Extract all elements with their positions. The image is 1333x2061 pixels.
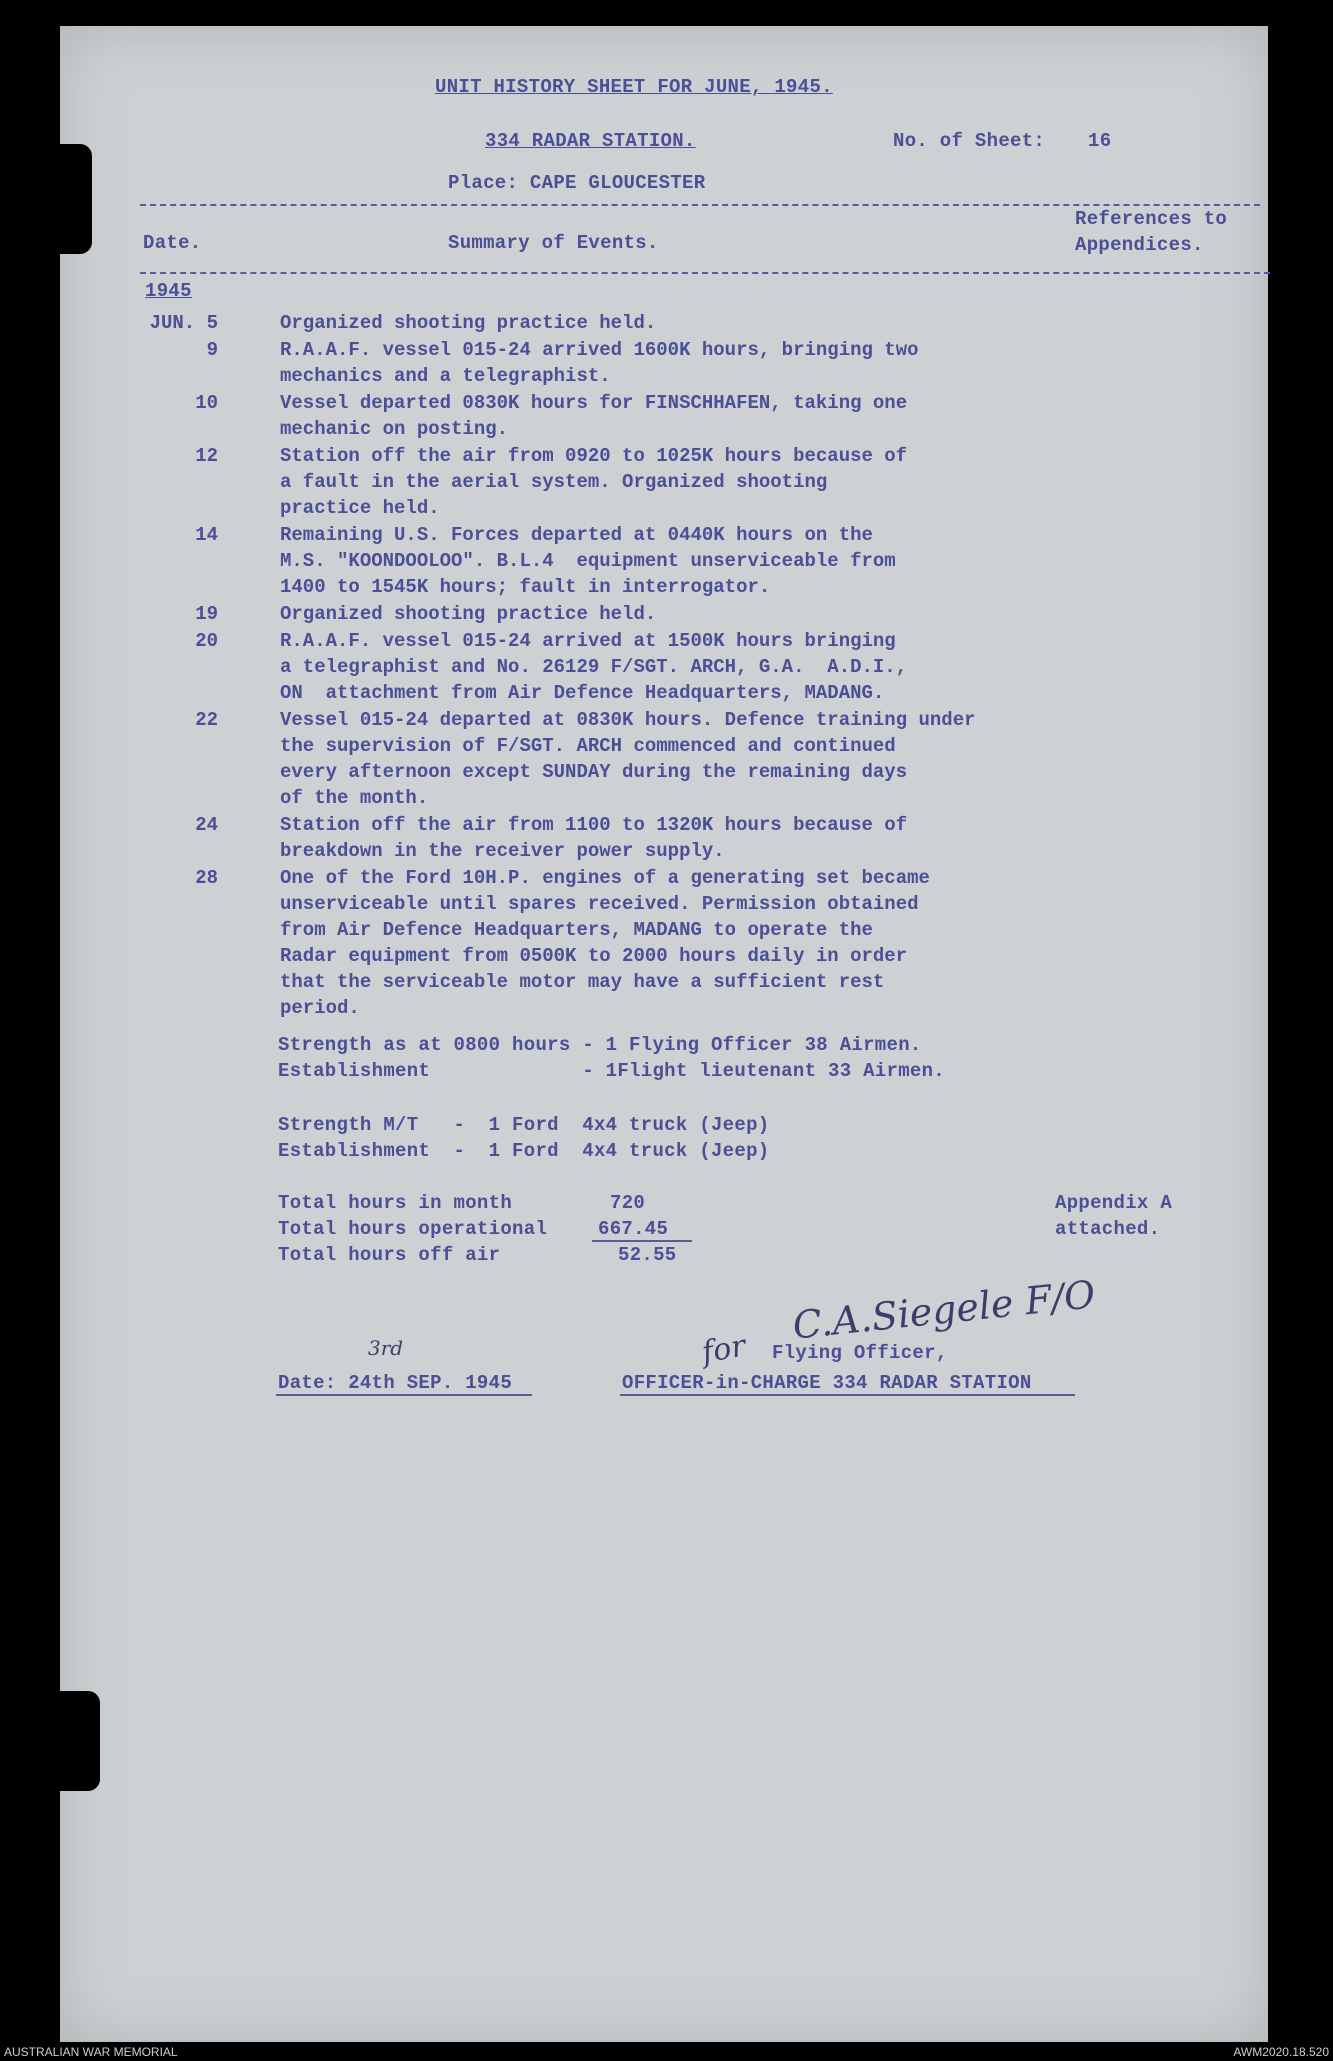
entry-line: Station off the air from 0920 to 1025K hours because of (280, 445, 908, 467)
entry-line: Organized shooting practice held. (280, 312, 657, 334)
entry-date: 24 (195, 814, 218, 836)
footer-right: AWM2020.18.520 (1233, 2045, 1329, 2059)
total-month-value: 720 (610, 1192, 646, 1214)
date-underline (276, 1394, 532, 1396)
entry-line: of the month. (280, 787, 429, 809)
header-rule-top (140, 204, 1260, 206)
entry-line: every afternoon except SUNDAY during the remaining days (280, 761, 908, 783)
column-refs-2: Appendices. (1075, 234, 1204, 256)
entry-line: that the serviceable motor may have a sufficient rest (280, 971, 885, 993)
entry-line: One of the Ford 10H.P. engines of a generating set became (280, 867, 930, 889)
punch-hole-bottom (40, 1691, 100, 1791)
entry-line: a fault in the aerial system. Organized shooting (280, 471, 828, 493)
appendix-line-1: Appendix A (1055, 1192, 1173, 1214)
total-operational-label: Total hours operational (278, 1218, 548, 1240)
entry-line: from Air Defence Headquarters, MADANG to operate the (280, 919, 873, 941)
footer-left: AUSTRALIAN WAR MEMORIAL (4, 2045, 178, 2059)
totals-underline (592, 1240, 692, 1242)
total-operational-value: 667.45 (598, 1218, 669, 1240)
archive-footer (0, 2041, 1333, 2061)
entry-date: 9 (206, 339, 218, 361)
transport-line-1: Strength M/T - 1 Ford 4x4 truck (Jeep) (278, 1114, 770, 1136)
entry-line: practice held. (280, 497, 440, 519)
entry-date: 12 (195, 445, 218, 467)
entry-line: breakdown in the receiver power supply. (280, 840, 725, 862)
total-off-air-label: Total hours off air (278, 1244, 501, 1266)
entry-line: mechanics and a telegraphist. (280, 365, 611, 387)
strength-line-2: Establishment - 1Flight lieutenant 33 Airmen. (278, 1060, 946, 1082)
year: 1945 (145, 280, 192, 302)
transport-line-2: Establishment - 1 Ford 4x4 truck (Jeep) (278, 1140, 770, 1162)
place: Place: CAPE GLOUCESTER (448, 172, 706, 194)
entry-line: M.S. "KOONDOOLOO". B.L.4 equipment unserviceable from (280, 550, 896, 572)
sheet-title: UNIT HISTORY SHEET FOR JUNE, 1945. (435, 76, 833, 98)
strength-line-1: Strength as at 0800 hours - 1 Flying Officer 38 Airmen. (278, 1034, 922, 1056)
entry-line: Vessel 015-24 departed at 0830K hours. Defence training under (280, 709, 976, 731)
date-correction: 3rd (368, 1336, 404, 1360)
punch-hole-top (40, 144, 92, 254)
entry-line: the supervision of F/SGT. ARCH commenced and continued (280, 735, 896, 757)
sheet-number: 16 (1088, 130, 1112, 152)
entry-line: mechanic on posting. (280, 418, 509, 440)
column-summary: Summary of Events. (448, 232, 659, 254)
entry-date: 28 (195, 867, 218, 889)
entry-date: 14 (195, 524, 218, 546)
entry-date: 10 (195, 392, 218, 414)
entry-line: period. (280, 997, 360, 1019)
station-name: 334 RADAR STATION. (485, 130, 696, 152)
entry-line: unserviceable until spares received. Permission obtained (280, 893, 919, 915)
entry-line: Organized shooting practice held. (280, 603, 657, 625)
entry-line: Vessel departed 0830K hours for FINSCHHAFEN, taking one (280, 392, 908, 414)
total-month-label: Total hours in month (278, 1192, 513, 1214)
column-refs-1: References to (1075, 208, 1228, 230)
entry-line: R.A.A.F. vessel 015-24 arrived 1600K hours, bringing two (280, 339, 919, 361)
date-line: Date: 24th SEP. 1945 (278, 1372, 513, 1394)
entry-line: Remaining U.S. Forces departed at 0440K hours on the (280, 524, 873, 546)
appendix-line-2: attached. (1055, 1218, 1161, 1240)
signatory-title: OFFICER-in-CHARGE 334 RADAR STATION (622, 1372, 1032, 1394)
entry-line: Station off the air from 1100 to 1320K hours because of (280, 814, 908, 836)
entry-date: 19 (195, 603, 218, 625)
entry-line: a telegraphist and No. 26129 F/SGT. ARCH, G.A. A.D.I., (280, 656, 908, 678)
for-handwritten: for (699, 1328, 749, 1371)
handwritten-signature: C.A.Siegele F/O (790, 1272, 1098, 1348)
entry-date: 20 (195, 630, 218, 652)
sheet-number-label: No. of Sheet: (893, 130, 1046, 152)
entry-date: JUN. 5 (149, 312, 218, 334)
entry-date: 22 (195, 709, 218, 731)
column-date: Date. (143, 232, 202, 254)
entry-line: ON attachment from Air Defence Headquarters, MADANG. (280, 682, 885, 704)
total-off-air-value: 52.55 (618, 1244, 677, 1266)
entry-line: Radar equipment from 0500K to 2000 hours daily in order (280, 945, 908, 967)
signatory-rank: Flying Officer, (772, 1342, 948, 1364)
signature-underline (620, 1394, 1075, 1396)
entry-line: R.A.A.F. vessel 015-24 arrived at 1500K hours bringing (280, 630, 896, 652)
entry-line: 1400 to 1545K hours; fault in interrogator. (280, 576, 771, 598)
header-rule-bottom (140, 272, 1270, 274)
